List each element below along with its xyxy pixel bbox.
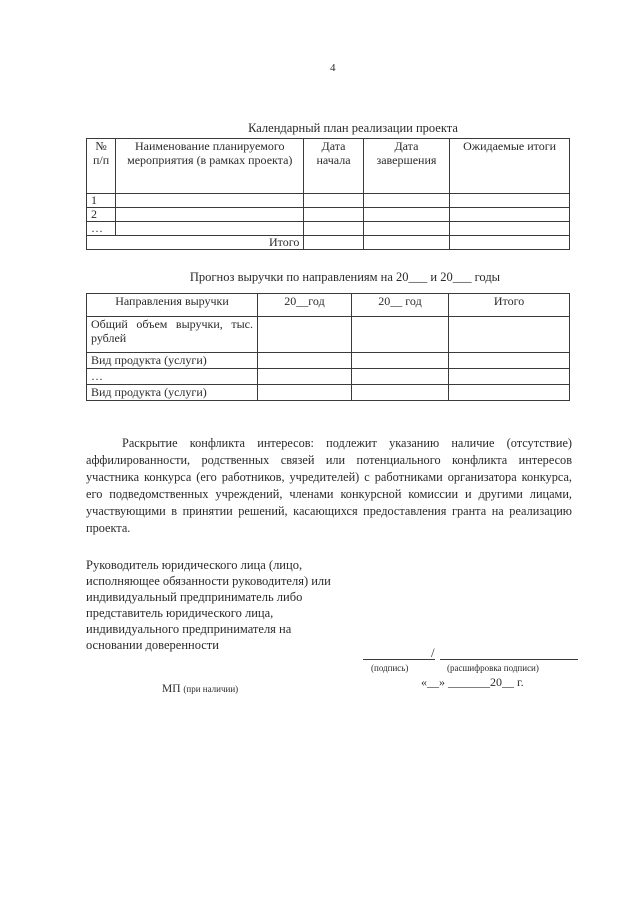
row-label-cell: … — [87, 369, 258, 385]
header-cell: 20__год — [258, 294, 352, 317]
signature-separator: / — [431, 645, 435, 660]
row-number-cell: 2 — [87, 208, 116, 222]
stamp-note: (при наличии) — [183, 684, 239, 694]
table-cell — [304, 222, 363, 236]
stamp-label: МП — [162, 683, 181, 695]
table-cell — [352, 353, 449, 369]
table-cell — [450, 208, 570, 222]
revenue-forecast-title: Прогноз выручки по направлениям на 20___ и 20___ годы — [189, 270, 501, 284]
table-cell — [363, 194, 450, 208]
table-cell — [450, 236, 570, 250]
page-number: 4 — [330, 62, 336, 74]
table-cell — [363, 222, 450, 236]
table-cell — [363, 208, 450, 222]
table-cell — [449, 317, 570, 353]
table-cell — [304, 208, 363, 222]
row-number-cell: … — [87, 222, 116, 236]
table-cell — [449, 353, 570, 369]
table-row — [87, 208, 570, 222]
header-cell: Ожидаемые итоги — [450, 139, 570, 194]
table-cell — [258, 353, 352, 369]
table-header-row — [87, 294, 570, 317]
table-cell — [450, 194, 570, 208]
signature-caption: (подпись) — [371, 663, 409, 673]
table-cell — [352, 385, 449, 401]
table-row — [87, 369, 570, 385]
table-cell — [363, 236, 450, 250]
header-cell: Дата завершения — [363, 139, 450, 194]
table-row — [87, 353, 570, 369]
table-cell — [116, 194, 304, 208]
table-cell — [449, 385, 570, 401]
table-row — [87, 385, 570, 401]
signature-date: «__» _______20__ г. — [421, 675, 524, 689]
table-cell — [352, 317, 449, 353]
decoding-caption: (расшифровка подписи) — [447, 663, 539, 673]
calendar-plan-table — [86, 138, 570, 250]
row-label-cell: Общий объем выручки, тыс. рублей — [87, 317, 258, 353]
header-cell: Направления выручки — [87, 294, 258, 317]
decoding-line — [440, 648, 578, 660]
header-cell: № п/п — [87, 139, 116, 194]
row-label-cell: Вид продукта (услуги) — [87, 385, 258, 401]
table-cell — [258, 385, 352, 401]
table-cell — [116, 208, 304, 222]
table-row — [87, 222, 570, 236]
header-cell: Итого — [449, 294, 570, 317]
header-cell: 20__ год — [352, 294, 449, 317]
table-row — [87, 317, 570, 353]
table-cell — [304, 194, 363, 208]
total-row — [87, 236, 570, 250]
table-row — [87, 194, 570, 208]
header-cell: Дата начала — [304, 139, 363, 194]
signatory-description: Руководитель юридического лица (лицо, исполняющее обязанности руководителя) или индивидуальный предприниматель либо представитель юридического лица, индивидуального предпринимателя на основании доверенности — [86, 558, 331, 652]
table-cell — [258, 369, 352, 385]
row-number-cell: 1 — [87, 194, 116, 208]
table-header-row — [87, 139, 570, 194]
calendar-plan-title: Календарный план реализации проекта — [248, 121, 458, 135]
revenue-forecast-table — [86, 293, 570, 401]
signature-line — [363, 648, 435, 660]
table-cell — [304, 236, 363, 250]
total-label: Итого — [87, 236, 304, 250]
header-cell: Наименование планируемого мероприятия (в рамках проекта) — [116, 139, 304, 194]
table-cell — [449, 369, 570, 385]
conflict-of-interest-paragraph: Раскрытие конфликта интересов: подлежит указанию наличие (отсутствие) аффилированности, родственных связей или потенциального конфликта интересов участника конкурса (его работников, учредителей) с работниками организатора конкурса, его подведомственных учреждений, членами конкурсной комиссии и другими лицами, участвующими в принятии решений, касающихся предоставления гранта на реализацию проекта. — [86, 436, 572, 535]
table-cell — [450, 222, 570, 236]
stamp-place — [162, 683, 238, 695]
table-cell — [258, 317, 352, 353]
row-label-cell: Вид продукта (услуги) — [87, 353, 258, 369]
table-cell — [352, 369, 449, 385]
table-cell — [116, 222, 304, 236]
